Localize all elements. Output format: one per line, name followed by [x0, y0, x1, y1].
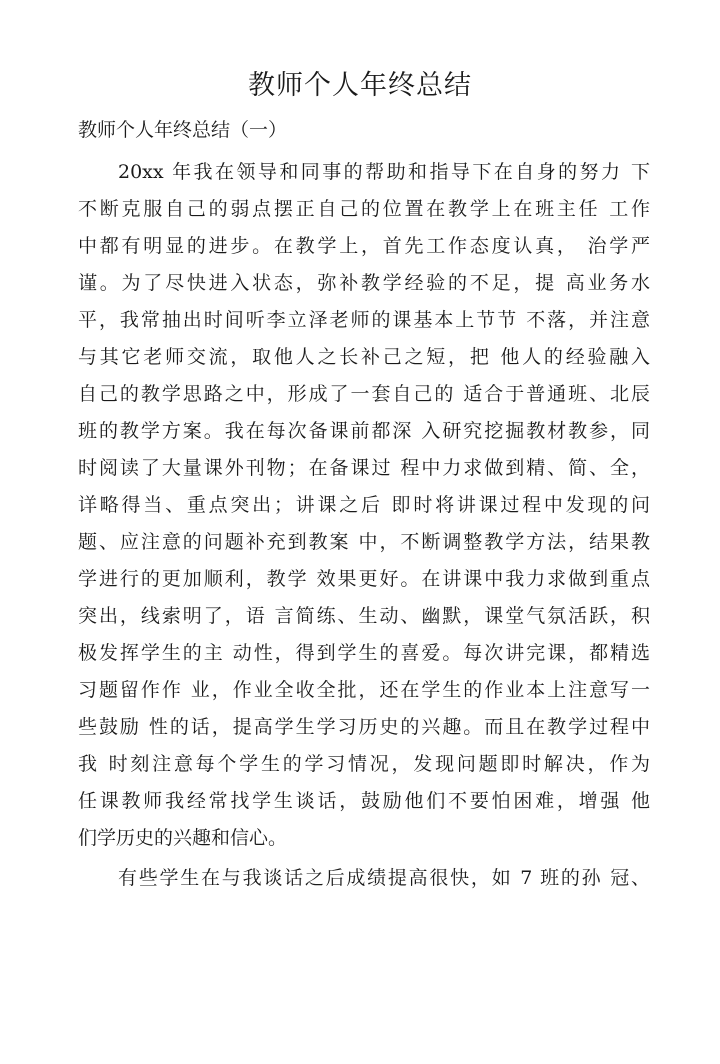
- paragraph-line: 极发挥学生的主 动性，得到学生的喜爱。每次讲完课，都精选: [78, 642, 650, 664]
- paragraph-line: 中都有明显的进步。在教学上，首先工作态度认真， 治学严: [78, 235, 650, 257]
- paragraph-line: 谨。为了尽快进入状态，弥补教学经验的不足，提 高业务水: [78, 272, 650, 294]
- paragraph-line: 学进行的更加顺利，教学 效果更好。在讲课中我力求做到重点: [78, 568, 650, 590]
- document-body: [78, 154, 650, 897]
- section-heading: 教师个人年终总结（一）: [78, 119, 288, 141]
- paragraph-line: 自己的教学思路之中，形成了一套自己的 适合于普通班、北辰: [78, 383, 650, 405]
- paragraph-line: 详略得当、重点突出；讲课之后 即时将讲课过程中发现的问: [78, 494, 650, 516]
- paragraph-line: 些鼓励 性的话，提高学生学习历史的兴趣。而且在教学过程中: [78, 716, 650, 738]
- document-title: 教师个人年终总结: [248, 70, 472, 101]
- paragraph-line: 题、应注意的问题补充到教案 中，不断调整教学方法，结果教: [78, 531, 650, 553]
- paragraph-line: 时阅读了大量课外刊物；在备课过 程中力求做到精、简、全，: [78, 457, 650, 479]
- paragraph-line: 任课教师我经常找学生谈话，鼓励他们不要怕困难，增强 他: [78, 790, 650, 812]
- paragraph-line: 我 时刻注意每个学生的学习情况，发现问题即时解决，作为: [78, 753, 650, 775]
- paragraph-line: 班的教学方案。我在每次备课前都深 入研究挖掘教材教参，同: [78, 420, 650, 442]
- paragraph-line: 突出，线索明了，语 言简练、生动、幽默，课堂气氛活跃，积: [78, 605, 650, 627]
- paragraph-line: 有些学生在与我谈话之后成绩提高很快，如 7 班的孙 冠、: [118, 867, 650, 889]
- paragraph-line: 习题留作作 业，作业全收全批，还在学生的作业本上注意写一: [78, 679, 650, 701]
- paragraph-line: 们学历史的兴趣和信心。: [78, 827, 288, 849]
- paragraph-line: 20xx 年我在领导和同事的帮助和指导下在自身的努力 下: [118, 161, 650, 183]
- paragraph-line: 与其它老师交流，取他人之长补己之短，把 他人的经验融入: [78, 346, 650, 368]
- paragraph-line: 不断克服自己的弱点摆正自己的位置在教学上在班主任 工作: [78, 198, 650, 220]
- paragraph-line: 平，我常抽出时间听李立泽老师的课基本上节节 不落，并注意: [78, 309, 650, 331]
